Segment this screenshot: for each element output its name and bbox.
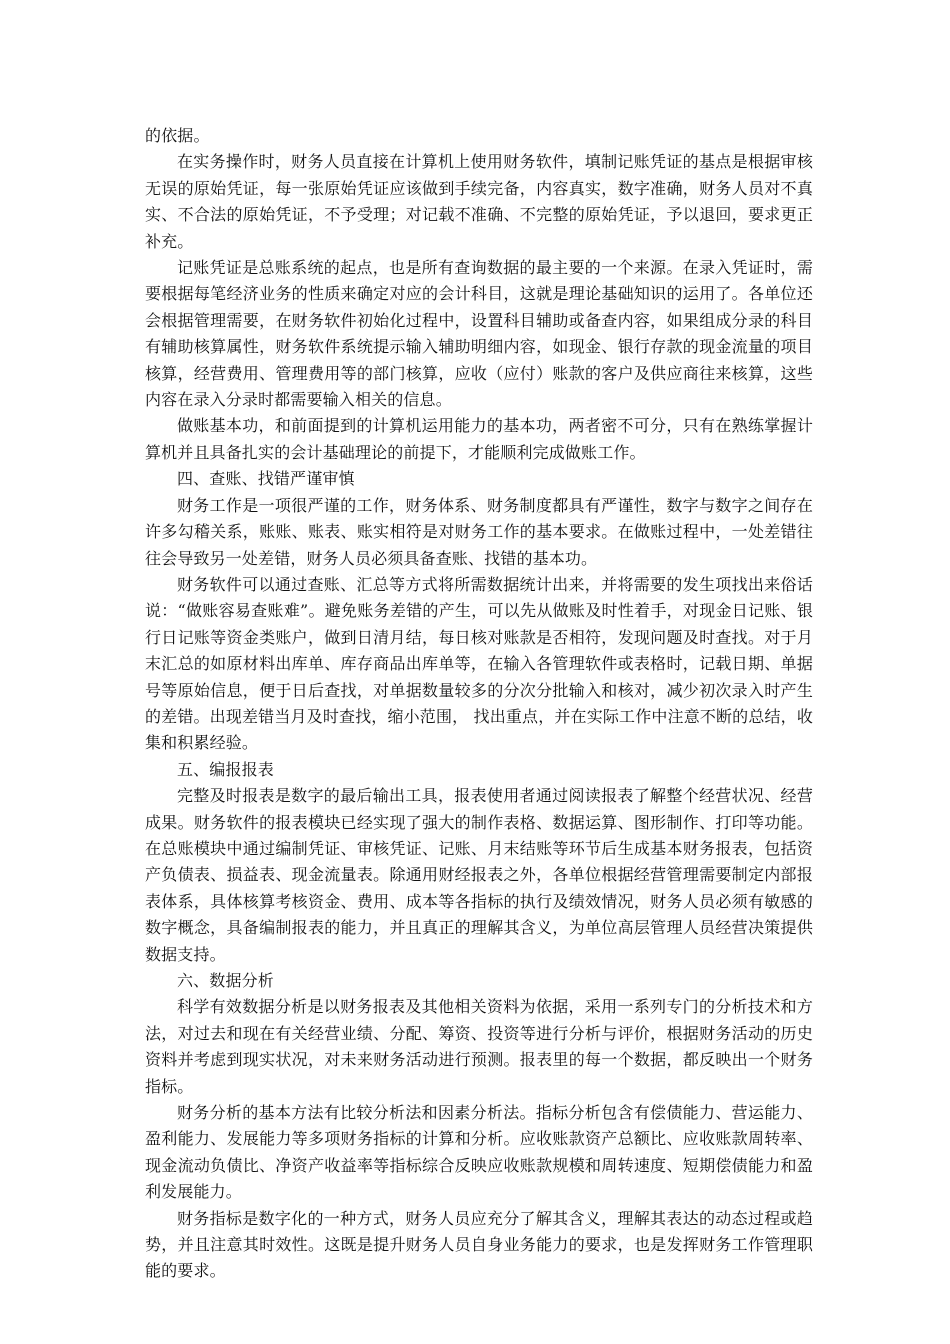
document-body [145, 123, 813, 1285]
paragraph-accounting-vouchers: 记账凭证是总账系统的起点，也是所有查询数据的最主要的一个来源。在录入凭证时，需要根据每笔经济业务的性质来确定对应的会计科目，这就是理论基础知识的运用了。各单位还会根据管理需要，在财务软件初始化过程中，设置科目辅助或备查内容，如果组成分录的科目有辅助核算属性，财务软件系统提示输入辅助明细内容，如现金、银行存款的现金流量的项目核算，经营费用、管理费用等的部门核算，应收（应付）账款的客户及供应商往来核算，这些内容在录入分录时都需要输入相关的信息。 [145, 258, 813, 410]
paragraph-indicators: 财务指标是数字化的一种方式，财务人员应充分了解其含义，理解其表达的动态过程或趋势，并且注意其时效性。这既是提升财务人员自身业务能力的要求，也是发挥财务工作管理职能的要求。 [145, 1208, 813, 1281]
paragraph-analysis: 科学有效数据分析是以财务报表及其他相关资料为依据，采用一系列专门的分析技术和方法，对过去和现在有关经营业绩、分配、筹资、投资等进行分析与评价，根据财务活动的历史资料并考虑到现实状况，对未来财务活动进行预测。报表里的每一个数据，都反映出一个财务指标。 [145, 997, 813, 1096]
paragraph-error-checking: 财务软件可以通过查账、汇总等方式将所需数据统计出来，并将需要的发生项找出来俗话说：“做账容易查账难”。避免账务差错的产生，可以先从做账及时性着手，对现金日记账、银行日记账等资金类账户，做到日清月结，每日核对账款是否相符，发现问题及时查找。对于月末汇总的如原材料出库单、库存商品出库单等，在输入各管理软件或表格时，记载日期、单据号等原始信息，便于日后查找，对单据数量较多的分次分批输入和核对，减少初次录入时产生的差错。出现差错当月及时查找，缩小范围， 找出重点，并在实际工作中注意不断的总结，收集和积累经验。 [145, 574, 813, 753]
paragraph-continuation: 的依据。 [145, 126, 210, 145]
section-heading-audit: 四、查账、找错严谨审慎 [177, 469, 355, 489]
section-heading-analysis: 六、数据分析 [177, 971, 274, 990]
section-heading-reports: 五、编报报表 [177, 759, 274, 779]
paragraph-reports: 完整及时报表是数字的最后输出工具，报表使用者通过阅读报表了解整个经营状况、经营成果。财务软件的报表模块已经实现了强大的制作表格、数据运算、图形制作、打印等功能。在总账模块中通过编制凭证、审核凭证、记账、月末结账等环节后生成基本财务报表，包括资产负债表、损益表、现金流量表。除通用财经报表之外，各单位根据经营管理需要制定内部报表体系，具体核算考核资金、费用、成本等各指标的执行及绩效情况，财务人员必须有敏感的数字概念，具备编制报表的能力，并且真正的理解其含义，为单位高层管理人员经营决策提供数据支持。 [145, 786, 813, 964]
paragraph-original-vouchers: 在实务操作时，财务人员直接在计算机上使用财务软件，填制记账凭证的基点是根据审核无误的原始凭证，每一张原始凭证应该做到手续完备，内容真实，数字准确，财务人员对不真实、不合法的原始凭证，不予受理；对记载不准确、不完整的原始凭证，予以退回，要求更正补充。 [145, 152, 813, 251]
paragraph-analysis-methods: 财务分析的基本方法有比较分析法和因素分析法。指标分析包含有偿债能力、营运能力、盈利能力、发展能力等多项财务指标的计算和分析。应收账款资产总额比、应收账款周转率、现金流动负债比、净资产收益率等指标综合反映应收账款规模和周转速度、短期偿债能力和盈利发展能力。 [145, 1103, 813, 1202]
paragraph-bookkeeping-basics: 做账基本功，和前面提到的计算机运用能力的基本功，两者密不可分，只有在熟练掌握计算机并且具备扎实的会计基础理论的前提下，才能顺利完成做账工作。 [145, 416, 813, 462]
paragraph-rigor: 财务工作是一项很严谨的工作，财务体系、财务制度都具有严谨性，数字与数字之间存在许多勾稽关系，账账、账表、账实相符是对财务工作的基本要求。在做账过程中，一处差错往往会导致另一处差错，财务人员必须具备查账、找错的基本功。 [145, 495, 813, 568]
